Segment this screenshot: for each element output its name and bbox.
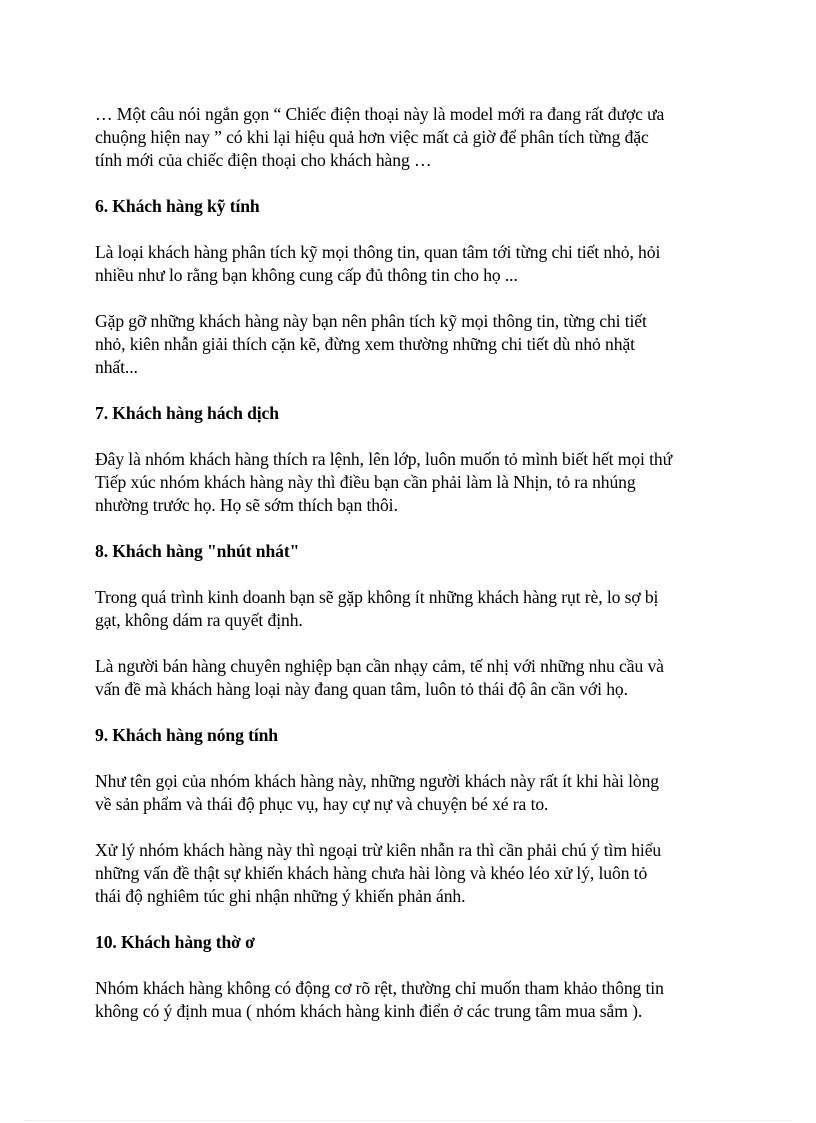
section-heading-7: 7. Khách hàng hách dịch bbox=[95, 403, 279, 423]
page-bottom-rule bbox=[24, 1120, 792, 1121]
paragraph-8-description: Trong quá trình kinh doanh bạn sẽ gặp không ít những khách hàng rụt rè, lo sợ bị gạt, không dám ra quyết định. bbox=[95, 587, 659, 630]
section-heading-9: 9. Khách hàng nóng tính bbox=[95, 725, 278, 745]
paragraph-7-description: Đây là nhóm khách hàng thích ra lệnh, lên lớp, luôn muốn tỏ mình biết hết mọi thứ Tiếp xúc nhóm khách hàng này thì điều bạn cần phải làm là Nhịn, tỏ ra nhúng nhường trước họ. Họ sẽ sớm thích bạn thôi. bbox=[95, 449, 673, 515]
document-body bbox=[95, 103, 731, 1046]
paragraph-intro: … Một câu nói ngắn gọn “ Chiếc điện thoại này là model mới ra đang rất được ưa chuộng hiện nay ” có khi lại hiệu quả hơn việc mất cả giờ để phân tích từng đặc tính mới của chiếc điện thoại cho khách hàng … bbox=[95, 104, 665, 170]
paragraph-9-description: Như tên gọi của nhóm khách hàng này, những người khách này rất ít khi hài lòng về sản phẩm và thái độ phục vụ, hay cự nự và chuyện bé xé ra to. bbox=[95, 771, 659, 814]
section-heading-6: 6. Khách hàng kỹ tính bbox=[95, 196, 260, 216]
section-heading-10: 10. Khách hàng thờ ơ bbox=[95, 932, 255, 952]
paragraph-6-advice: Gặp gỡ những khách hàng này bạn nên phân tích kỹ mọi thông tin, từng chi tiết nhỏ, kiên nhẫn giải thích cặn kẽ, đừng xem thường những chi tiết dù nhỏ nhặt nhất... bbox=[95, 311, 647, 377]
section-heading-8: 8. Khách hàng "nhút nhát" bbox=[95, 541, 300, 561]
paragraph-6-description: Là loại khách hàng phân tích kỹ mọi thông tin, quan tâm tới từng chi tiết nhỏ, hỏi nhiều như lo rằng bạn không cung cấp đủ thông tin cho họ ... bbox=[95, 242, 661, 285]
paragraph-10-description: Nhóm khách hàng không có động cơ rõ rệt, thường chỉ muốn tham khảo thông tin không có ý định mua ( nhóm khách hàng kinh điển ở các trung tâm mua sắm ). bbox=[95, 978, 664, 1021]
paragraph-9-advice: Xử lý nhóm khách hàng này thì ngoại trừ kiên nhẫn ra thì cần phải chú ý tìm hiểu những vấn đề thật sự khiến khách hàng chưa hài lòng và khéo léo xử lý, luôn tỏ thái độ nghiêm túc ghi nhận những ý khiến phản ánh. bbox=[95, 840, 662, 906]
paragraph-8-advice: Là người bán hàng chuyên nghiệp bạn cần nhạy cảm, tế nhị với những nhu cầu và vấn đề mà khách hàng loại này đang quan tâm, luôn tỏ thái độ ân cần với họ. bbox=[95, 656, 664, 699]
